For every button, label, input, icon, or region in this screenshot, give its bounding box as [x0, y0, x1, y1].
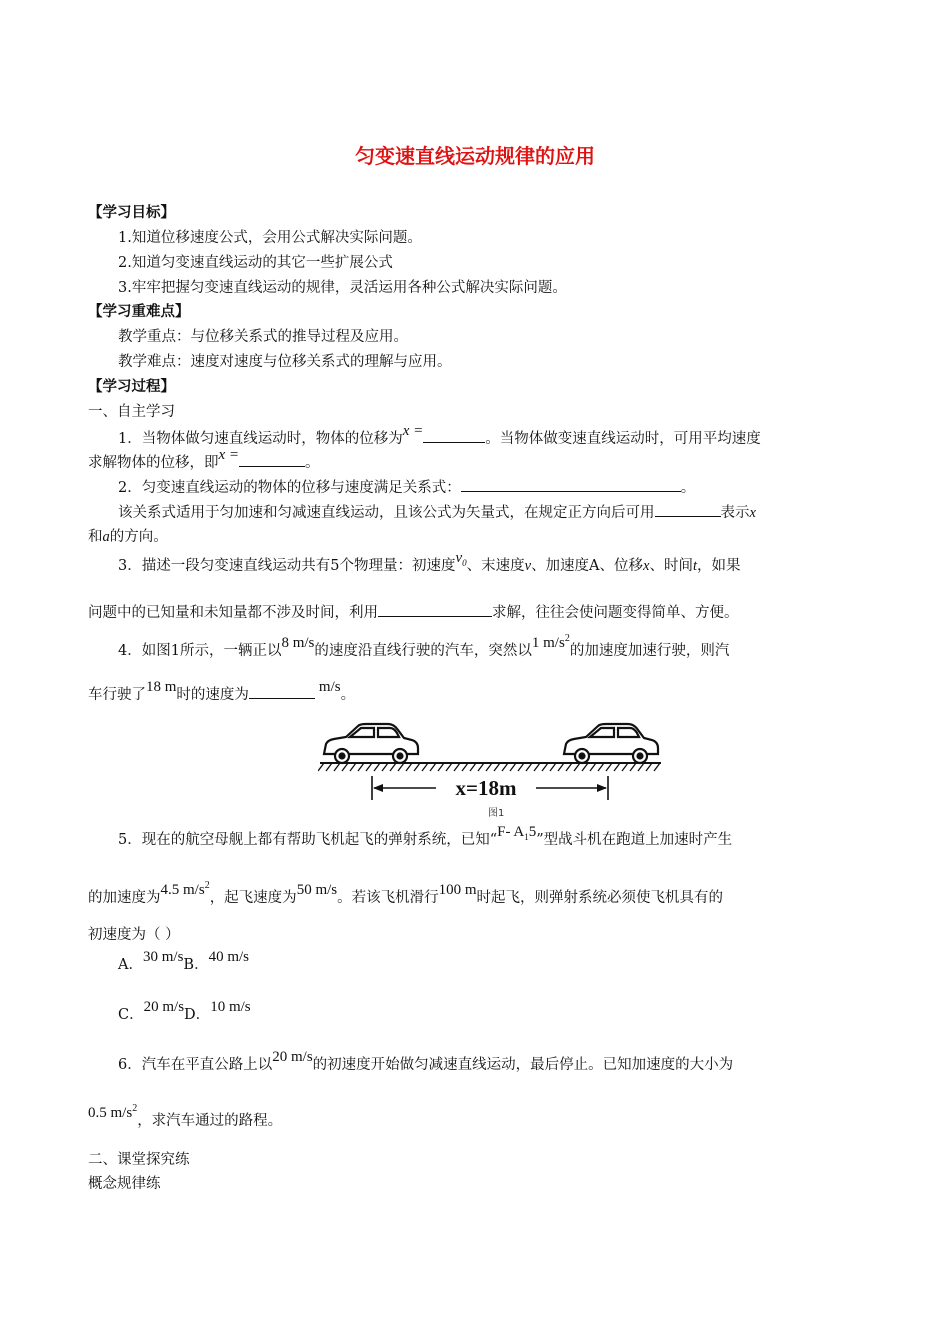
question-6-line-1: 6．汽车在平直公路上以20 m/s的初速度开始做匀减速直线运动，最后停止。已知加速度的大小为 [118, 1049, 734, 1073]
process-heading: 【学习过程】 [88, 379, 175, 395]
option-d: D． [184, 1007, 211, 1023]
question-2-line-2: 该关系式适用于匀加速和匀减速直线运动，且该公式为矢量式，在规定正方向后可用 表示x [118, 502, 756, 523]
teaching-focus: 教学重点：与位移关系式的推导过程及应用。 [118, 329, 408, 345]
figure-cars-diagram [318, 718, 663, 818]
options-row-ab: A．30 m/sB．40 m/s [118, 949, 250, 973]
teaching-difficulty: 教学难点：速度对速度与位移关系式的理解与应用。 [118, 354, 452, 370]
symbol-v0: $v_0$ [455, 550, 467, 568]
question-4-line-1: 4．如图1所示，一辆正以8 m/s的速度沿直线行驶的汽车，突然以1 $m/s^2$的加速度加速行驶，则汽 [118, 633, 730, 659]
question-2-line-1: 2．匀变速直线运动的物体的位移与速度满足关系式： 。 [118, 477, 695, 498]
question-6-line-2: 0.5 $m/s^2$，求汽车通过的路程。 [88, 1103, 283, 1129]
answer-blank [378, 602, 492, 617]
formula-x: x = [402, 423, 424, 439]
section-concept-practice: 概念规律练 [88, 1176, 161, 1192]
figure-caption: 图1 [488, 808, 505, 819]
question-2-line-3: 和a的方向。 [88, 529, 168, 545]
option-b: B． [183, 957, 209, 973]
keypoints-heading: 【学习重难点】 [88, 304, 190, 320]
goal-item-3: 3.牢牢把握匀变速直线运动的规律，灵活运用各种公式解决实际问题。 [118, 280, 567, 296]
options-row-cd: C．20 m/sD．10 m/s [118, 999, 251, 1023]
question-1-line-2: 求解物体的位移，即x = 。 [88, 447, 320, 471]
car-right-icon [564, 724, 658, 763]
question-3-line-1: 3．描述一段匀变速直线运动共有5个物理量：初速度$v_0$、末速度v、加速度A、位移x、时间t，如果 [118, 550, 741, 574]
option-a: A． [118, 957, 143, 973]
answer-blank [461, 477, 681, 492]
question-1-line-1: 1．当物体做匀速直线运动时，物体的位移为x = 。当物体做变速直线运动时，可用平均速度 [118, 423, 761, 447]
question-5-line-3: 初速度为（ ） [88, 927, 180, 943]
page-title: 匀变速直线运动规律的应用 [355, 144, 595, 168]
section-classroom-practice: 二、课堂探究练 [88, 1152, 190, 1168]
distance-label: x=18m [455, 776, 517, 800]
answer-blank [655, 502, 721, 517]
question-5-line-1: 5．现在的航空母舰上都有帮助飞机起飞的弹射系统，已知“F- $A_15$”型战斗机在跑道上加速时产生 [118, 824, 733, 848]
answer-blank [249, 684, 315, 699]
question-3-line-2: 问题中的已知量和未知量都不涉及时间，利用 求解，往往会使问题变得简单、方便。 [88, 602, 739, 623]
answer-blank [239, 452, 305, 467]
goal-item-1: 1.知道位移速度公式，会用公式解决实际问题。 [118, 230, 422, 246]
goals-heading: 【学习目标】 [88, 205, 175, 221]
option-c: C． [118, 1007, 144, 1023]
formula-x: x = [218, 447, 240, 463]
question-5-line-2: 的加速度为4.5 $m/s^2$，起飞速度为50 m/s。若该飞机滑行100 m时起飞，则弹射系统必须使飞机具有的 [88, 880, 724, 906]
car-left-icon [324, 724, 418, 763]
answer-blank [423, 428, 485, 443]
ground-hatching [318, 763, 660, 771]
cars-illustration [318, 718, 663, 818]
section-self-study: 一、自主学习 [88, 404, 175, 420]
question-4-line-2: 车行驶了18 m时的速度为 m/s。 [88, 679, 356, 703]
goal-item-2: 2.知道匀变速直线运动的其它一些扩展公式 [118, 255, 393, 271]
